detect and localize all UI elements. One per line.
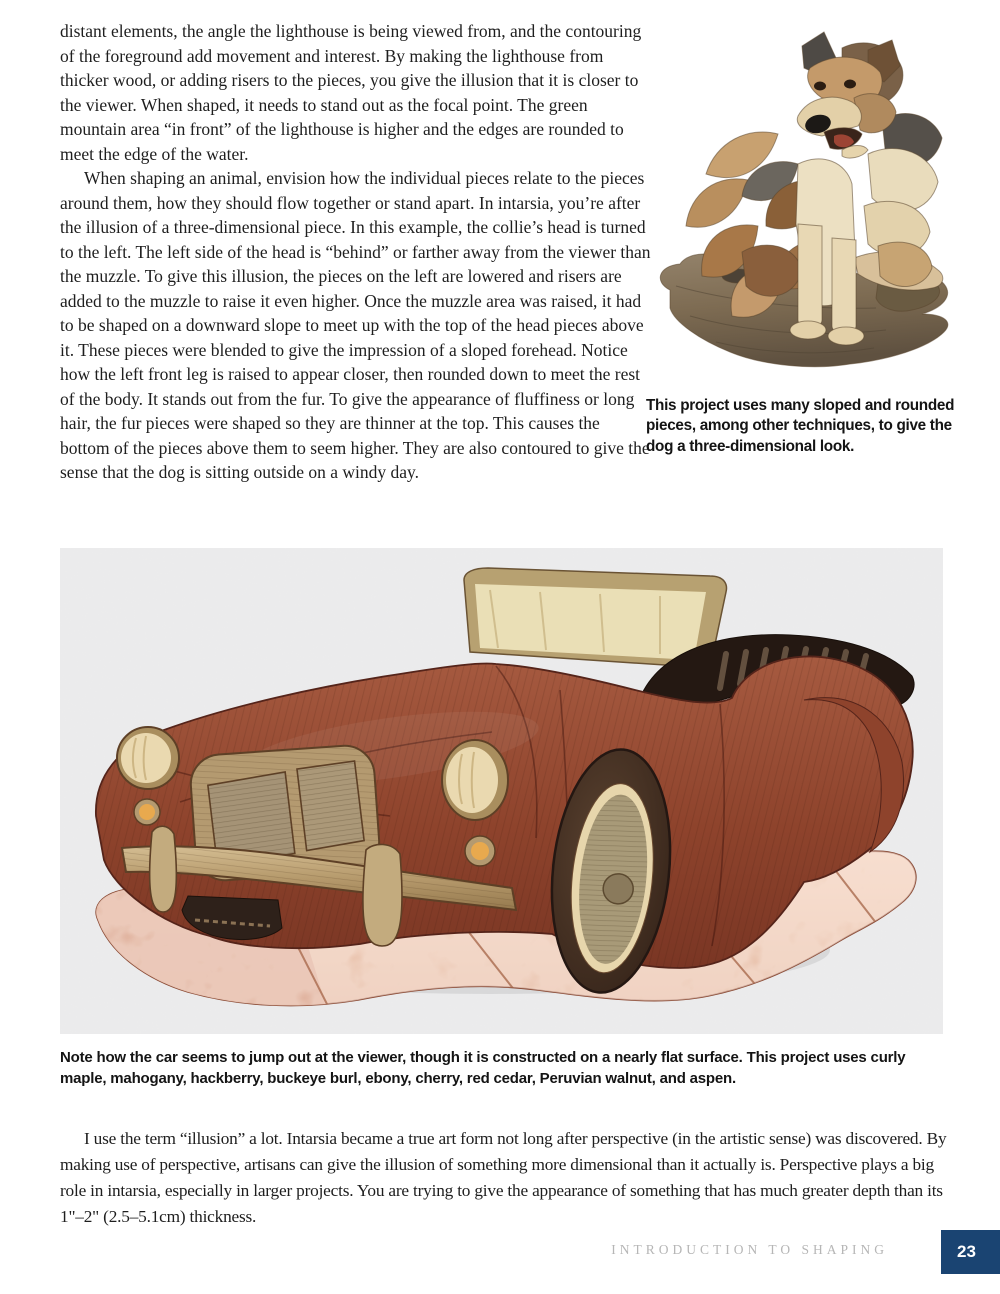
paragraph-lighthouse: distant elements, the angle the lighthouse is being viewed from, and the contouring of the foreground add movement and interest. By making the lighthouse from thicker wood, or adding risers to the pieces, you give the illusion that it is closer to the viewer. When shaped, it needs to stand out as the focal point. The green mountain area “in front” of the lighthouse is higher and the edges are rounded to meet the edge of the water. bbox=[60, 21, 642, 164]
car-headlight-near bbox=[117, 727, 179, 789]
paragraph-collie: When shaping an animal, envision how the individual pieces relate to the pieces around them, how they should flow together or stand apart. In intarsia, you’re after the illusion of a three-dimensional piece. In this example, the collie’s head is turned to the left. The left side of the head is “behind” or farther away from the viewer than the muzzle. To give this illusion, the pieces on the left are lowered and risers are added to the muzzle to raise it even higher. Once the muzzle area was raised, it had to be shaped on a downward slope to meet up with the top of the head pieces above it. These pieces were blended to give the impression of a sloped forehead. Notice how the left front leg is raised to appear closer, then rounded down to meet the rest of the body. It stands out from the fur. To give the appearance of fluffiness or long hair, the fur pieces were shaped so they are thinner at the top. This causes the bottom of the pieces above them to seem higher. They are also contoured to give the sense that the dog is sitting outside on a windy day. bbox=[60, 168, 651, 482]
collie-caption: This project uses many sloped and rounded pieces, among other techniques, to give the dog a three-dimensional look. bbox=[646, 397, 955, 455]
footer-section-title: INTRODUCTION TO SHAPING bbox=[611, 1242, 888, 1257]
car-figure-image bbox=[60, 548, 943, 1034]
collie-figure-image bbox=[646, 24, 966, 392]
car-signal-near bbox=[134, 799, 160, 825]
car-caption: Note how the car seems to jump out at the viewer, though it is constructed on a nearly flat surface. This project uses curly maple, mahogany, hackberry, buckeye burl, ebony, cherry, red cedar, Peruvian walnut, and aspen. bbox=[60, 1049, 906, 1087]
page-number: 23 bbox=[957, 1242, 976, 1261]
body-text-column bbox=[60, 19, 652, 485]
collie-eye-right bbox=[844, 80, 856, 89]
collie-illustration bbox=[646, 24, 966, 392]
page-number-box bbox=[941, 1230, 1000, 1274]
car-signal-far bbox=[465, 836, 495, 866]
car-illustration bbox=[60, 548, 943, 1034]
car-headlight-far bbox=[442, 740, 508, 820]
paragraph-illusion: I use the term “illusion” a lot. Intarsia became a true art form not long after perspective (in the artistic sense) was discovered. By making use of perspective, artisans can give the illusion of something more dimensional than it actually is. Perspective plays a big role in intarsia, especially in larger projects. You are trying to give the appearance of something that has much greater depth than its 1"–2" (2.5–5.1cm) thickness. bbox=[60, 1129, 947, 1226]
collie-eye-left bbox=[814, 82, 826, 91]
